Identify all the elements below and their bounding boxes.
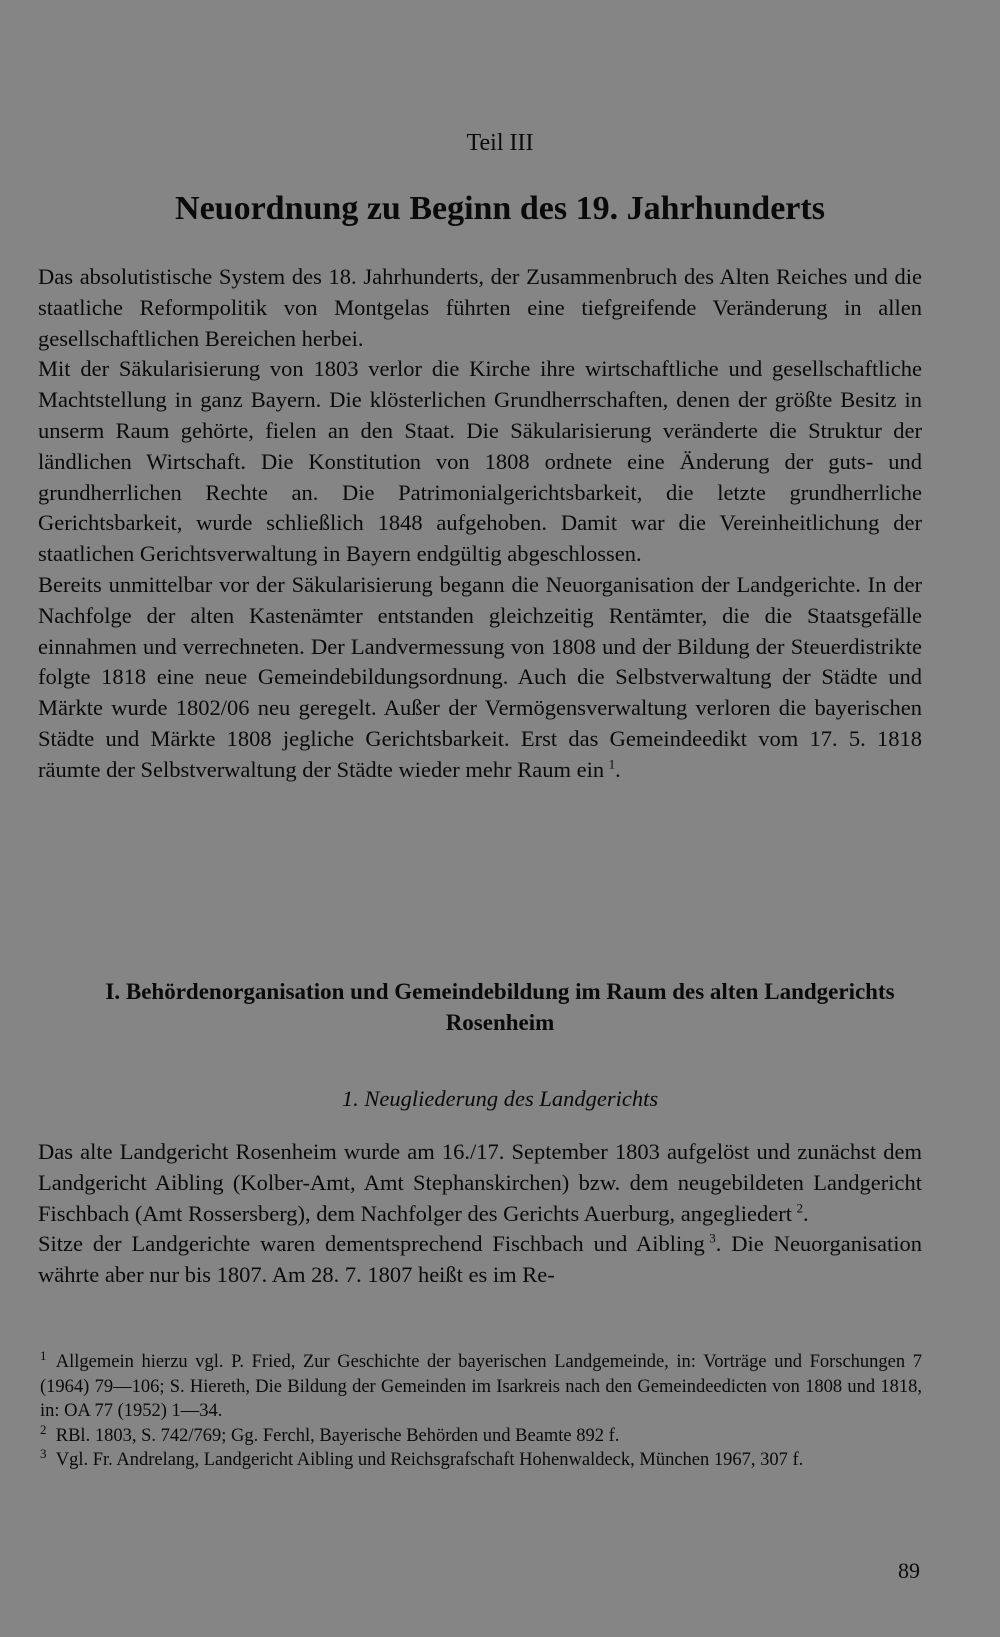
section-paragraph-end: . Die Neuorganisation währte aber nur bis 1807. Am 28. 7. 1807 heißt es im Re- bbox=[38, 1231, 923, 1288]
footnotes bbox=[38, 1347, 922, 1473]
footnote-ref: 3 bbox=[709, 1230, 716, 1246]
intro-paragraph-text: Bereits unmittelbar vor der Säkularisierung begann die Neuorganisation der Landgerichte. In der Nachfolge der alten Kastenämter entstanden gleichzeitig Rentämter, die die Staatsgefälle einnahmen und verrechneten. Der Landvermessung von 1808 und der Bildung der Steuerdistrikte folgte 1818 eine neue Gemeindebildungsordnung. Auch die Selbstverwaltung der Städte und Märkte wurde 1802/06 neu geregelt. Außer der Vermögensverwaltung verloren die bayerischen Städte und Märkte 1808 jegliche Gerichtsbarkeit. Erst das Gemeindeedikt vom 17. 5. 1818 räumte der Selbstverwaltung der Städte wieder mehr Raum ein bbox=[38, 571, 922, 782]
section-text bbox=[38, 1137, 922, 1291]
section-paragraph-text: Sitze der Landgerichte waren dementsprechend Fischbach und Aibling bbox=[38, 1231, 705, 1257]
intro-paragraph: Das absolutistische System des 18. Jahrhunderts, der Zusammenbruch des Alten Reiches und die staatliche Reformpolitik von Montgelas führten eine tiefgreifende Veränderung in allen gesellschaftlichen Bereichen herbei. bbox=[38, 264, 922, 351]
footnote bbox=[40, 1347, 922, 1424]
part-label: Teil III bbox=[466, 130, 534, 156]
footnote-number: 2 bbox=[40, 1421, 47, 1437]
footnote-number: 1 bbox=[40, 1347, 47, 1363]
intro-text bbox=[38, 262, 922, 786]
page-number: 89 bbox=[898, 1558, 920, 1583]
footnote-text: RBl. 1803, S. 742/769; Gg. Ferchl, Bayerische Behörden und Beamte 892 f. bbox=[55, 1425, 620, 1446]
section-title: I. Behördenorganisation und Gemeindebildung im Raum des alten Landgerichts Rosenheim bbox=[105, 979, 895, 1035]
section-paragraph bbox=[38, 1229, 922, 1291]
footnote-text: Allgemein hierzu vgl. P. Fried, Zur Geschichte der bayerischen Landgemeinde, in: Vorträge und Forschungen 7 (1964) 79—106; S. Hiereth, Die Bildung der Gemeinden im Isarkreis nach den Gemeindeedicten von 1808 und 1818, in: OA 77 (1952) 1—34. bbox=[40, 1352, 922, 1421]
intro-paragraph: Mit der Säkularisierung von 1803 verlor die Kirche ihre wirtschaftliche und gesellschaftliche Machtstellung in ganz Bayern. Die klösterlichen Grundherrschaften, denen der größte Besitz in unserm Raum gehörte, fielen an den Staat. Die Säkularisierung veränderte die Struktur der ländlichen Wirtschaft. Die Konstitution von 1808 ordnete eine Änderung der guts- und grundherrlichen Rechte an. Die Patrimonialgerichtsbarkeit, die letzte grundherrliche Gerichtsbarkeit, wurde schließlich 1848 aufgehoben. Damit war die Vereinheitlichung der staatlichen Gerichtsverwaltung in Bayern endgültig abgeschlossen. bbox=[38, 356, 922, 567]
footnote-text: Vgl. Fr. Andrelang, Landgericht Aibling und Reichsgrafschaft Hohenwaldeck, München 1967, 307 f. bbox=[55, 1450, 804, 1470]
subsection-title: 1. Neugliederung des Landgerichts bbox=[341, 1086, 659, 1111]
footnote bbox=[40, 1445, 922, 1473]
section-paragraph bbox=[38, 1137, 922, 1229]
footnote-ref: 1 bbox=[608, 756, 616, 772]
intro-paragraph bbox=[38, 570, 922, 786]
footnote-number: 3 bbox=[40, 1445, 47, 1461]
intro-paragraph-end: . bbox=[615, 756, 621, 782]
footnote bbox=[40, 1421, 922, 1449]
section-paragraph-end: . bbox=[802, 1200, 809, 1226]
footnote-ref: 2 bbox=[796, 1200, 803, 1216]
part-title: Neuordnung zu Beginn des 19. Jahrhunderts bbox=[175, 190, 825, 227]
section-paragraph-text: Das alte Landgericht Rosenheim wurde am 16./17. September 1803 aufgelöst und zunächst dem Landgericht Aibling (Kolber-Amt, Amt Stephanskirchen) bzw. dem neugebildeten Landgericht Fischbach (Amt Rossersberg), dem Nachfolger des Gerichts Auerburg, angegliedert bbox=[38, 1139, 922, 1226]
